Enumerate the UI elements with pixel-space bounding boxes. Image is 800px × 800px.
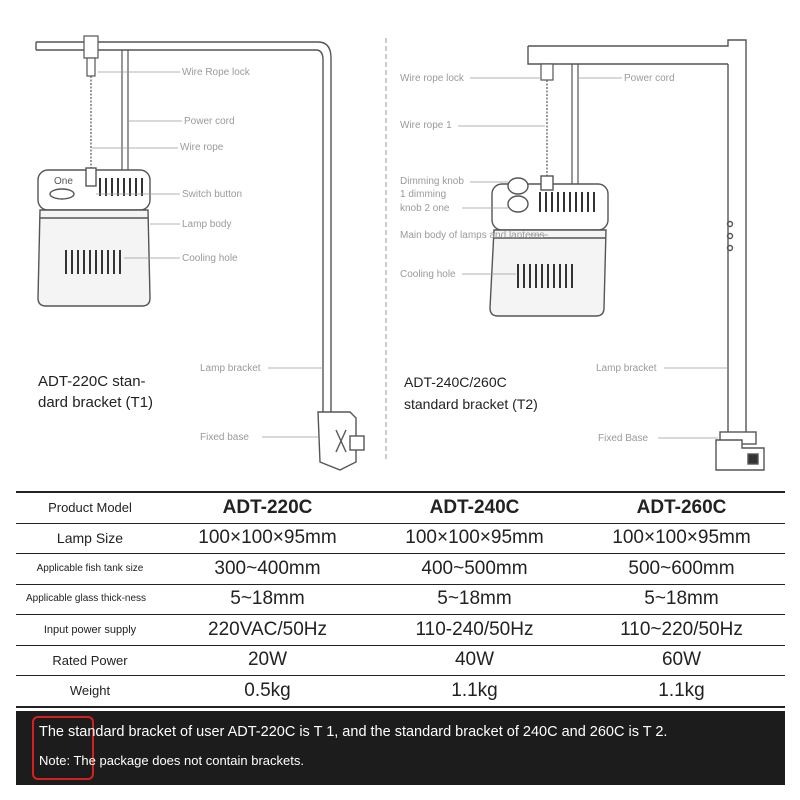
cell-value: ADT-240C xyxy=(371,492,578,523)
cell-value: 5~18mm xyxy=(371,584,578,615)
cell-value: 40W xyxy=(371,645,578,676)
cell-value: 110~220/50Hz xyxy=(578,615,785,646)
t2-label-dimming-knob-1: Dimming knob xyxy=(400,176,464,187)
t2-lamp-body xyxy=(490,176,608,316)
row-label: Product Model xyxy=(16,492,164,523)
cell-value: 1.1kg xyxy=(578,676,785,707)
t1-label-switch-button: Switch button xyxy=(182,189,243,200)
t2-caption-line2: standard bracket (T2) xyxy=(404,396,538,412)
row-label: Lamp Size xyxy=(16,523,164,554)
cell-value: ADT-260C xyxy=(578,492,785,523)
note-line-2: Note: The package does not contain brackets. xyxy=(39,753,304,768)
cell-value: 300~400mm xyxy=(164,554,371,585)
t1-label-lamp-body: Lamp body xyxy=(182,219,232,230)
t1-wire-rope-lock xyxy=(84,36,98,170)
t2-label-dimming-knob-2: 1 dimming xyxy=(400,189,447,200)
cell-value: 220VAC/50Hz xyxy=(164,615,371,646)
row-label: Rated Power xyxy=(16,645,164,676)
t2-fixed-base xyxy=(716,432,764,470)
cell-value: 100×100×95mm xyxy=(164,523,371,554)
t2-label-dimming-knob-3: knob 2 one xyxy=(400,203,450,214)
t1-lamp-body xyxy=(38,168,150,306)
cell-value: 1.1kg xyxy=(371,676,578,707)
table-row xyxy=(16,523,785,554)
t1-label-fixed-base: Fixed base xyxy=(200,432,249,443)
row-label: Applicable glass thick-ness xyxy=(16,584,164,615)
cell-value: 100×100×95mm xyxy=(371,523,578,554)
t1-caption-line1: ADT-220C stan- xyxy=(38,373,146,390)
row-label: Weight xyxy=(16,676,164,707)
t2-label-lamp-bracket: Lamp bracket xyxy=(596,363,657,374)
t2-label-main-body: Main body of lamps and lanterns xyxy=(400,230,545,241)
t2-label-fixed-base: Fixed Base xyxy=(598,433,649,444)
t1-label-wire-rope-lock: Wire Rope lock xyxy=(182,67,250,78)
note-line-1: The standard bracket of user ADT-220C is T 1, and the standard bracket of 240C and 260C is T 2. xyxy=(39,724,668,740)
cell-value: 400~500mm xyxy=(371,554,578,585)
note-banner xyxy=(16,711,785,785)
cell-value: ADT-220C xyxy=(164,492,371,523)
t1-label-power-cord: Power cord xyxy=(184,116,235,127)
cell-value: 60W xyxy=(578,645,785,676)
t1-fixed-base xyxy=(318,412,364,470)
t2-label-power-cord: Power cord xyxy=(624,73,675,84)
cell-value: 5~18mm xyxy=(578,584,785,615)
t2-label-wire-rope-lock: Wire rope lock xyxy=(400,73,464,84)
t2-label-cooling-hole: Cooling hole xyxy=(400,269,456,280)
t2-caption-line1: ADT-240C/260C xyxy=(404,374,507,390)
cell-value: 0.5kg xyxy=(164,676,371,707)
t1-label-wire-rope: Wire rope xyxy=(180,142,224,153)
cell-value: 20W xyxy=(164,645,371,676)
row-label: Applicable fish tank size xyxy=(16,554,164,585)
table-row xyxy=(16,645,785,676)
t2-wire-rope-lock xyxy=(541,64,553,184)
cell-value: 500~600mm xyxy=(578,554,785,585)
cell-value: 100×100×95mm xyxy=(578,523,785,554)
t1-label-cooling-hole: Cooling hole xyxy=(182,253,238,264)
table-row xyxy=(16,584,785,615)
table-row xyxy=(16,554,785,585)
table-row xyxy=(16,492,785,523)
table-row xyxy=(16,615,785,646)
spec-table xyxy=(16,491,785,708)
row-label: Input power supply xyxy=(16,615,164,646)
t1-label-lamp-bracket: Lamp bracket xyxy=(200,363,261,374)
cell-value: 110-240/50Hz xyxy=(371,615,578,646)
t1-caption-line2: dard bracket (T1) xyxy=(38,394,154,411)
t2-label-wire-rope: Wire rope 1 xyxy=(400,120,452,131)
table-row xyxy=(16,676,785,707)
t1-knob-text: One xyxy=(54,176,73,187)
cell-value: 5~18mm xyxy=(164,584,371,615)
